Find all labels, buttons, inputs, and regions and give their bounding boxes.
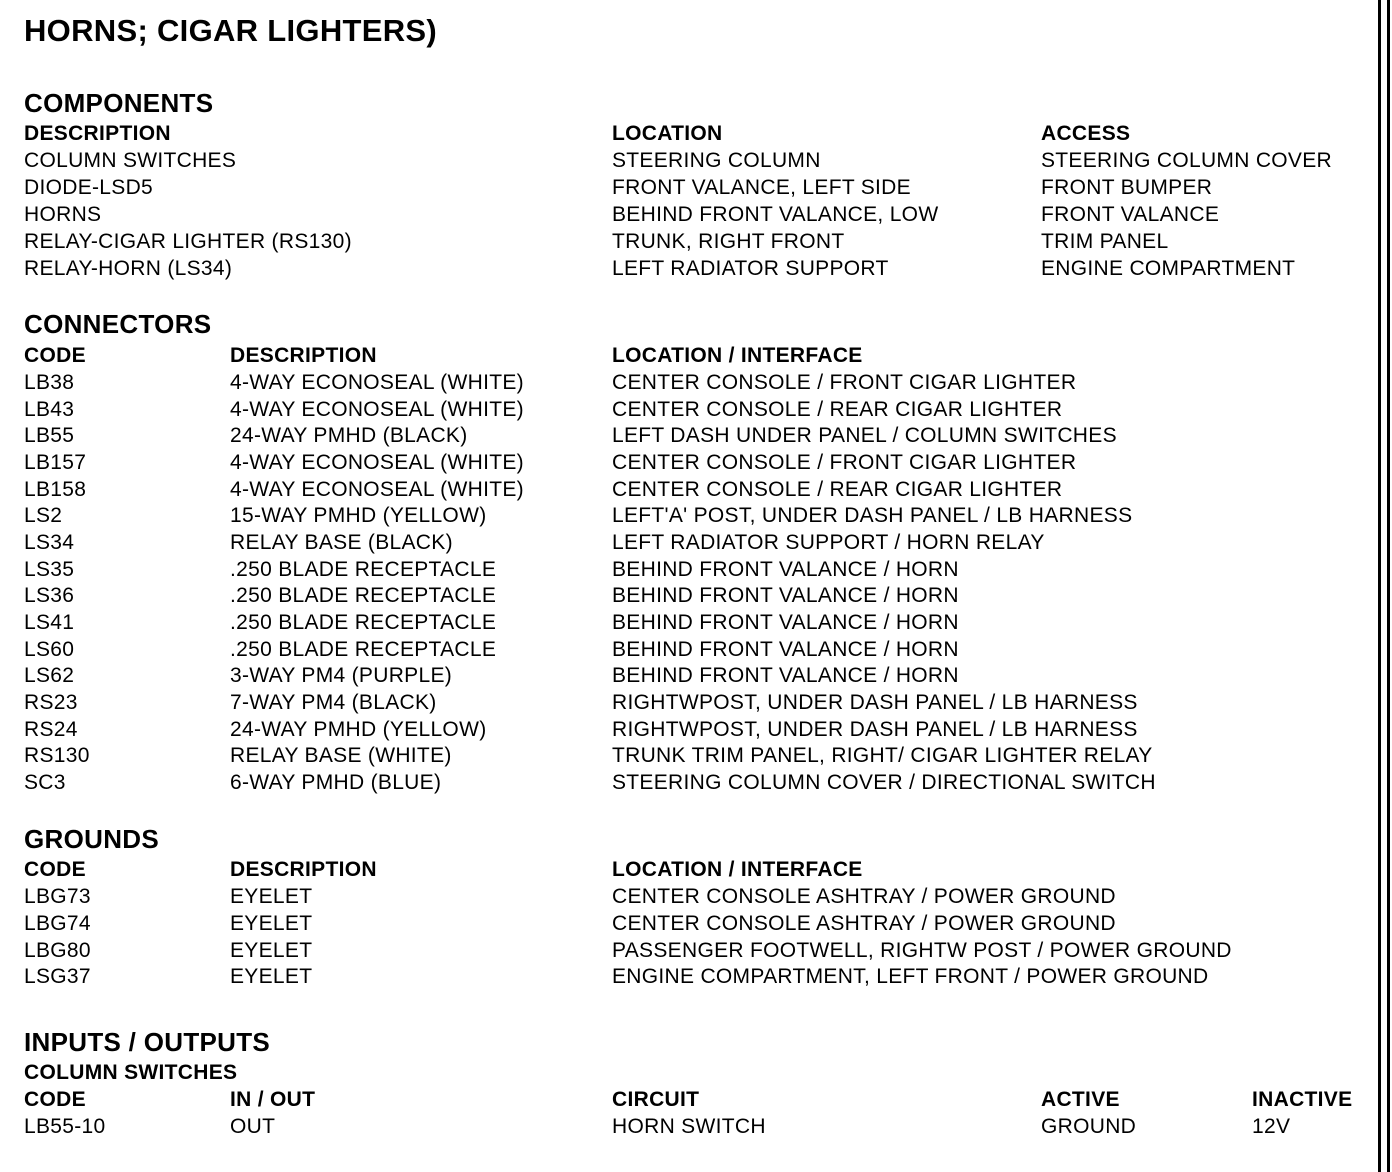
- connector-location: CENTER CONSOLE / REAR CIGAR LIGHTER: [612, 478, 1063, 501]
- ground-location: ENGINE COMPARTMENT, LEFT FRONT / POWER GROUND: [612, 965, 1209, 988]
- io-circuit: HORN SWITCH: [612, 1115, 766, 1138]
- connector-location: LEFT RADIATOR SUPPORT / HORN RELAY: [612, 531, 1045, 554]
- io-header-code: CODE: [24, 1088, 86, 1111]
- connectors-header-description: DESCRIPTION: [230, 344, 377, 367]
- connector-description: RELAY BASE (BLACK): [230, 531, 453, 554]
- ground-code: LBG74: [24, 912, 91, 935]
- ground-description: EYELET: [230, 912, 313, 935]
- page-title: HORNS; CIGAR LIGHTERS): [24, 13, 438, 48]
- io-heading: INPUTS / OUTPUTS: [24, 1027, 271, 1057]
- ground-code: LBG80: [24, 939, 91, 962]
- components-row-access: TRIM PANEL: [1041, 230, 1169, 253]
- io-header-circuit: CIRCUIT: [612, 1088, 700, 1111]
- connector-description: .250 BLADE RECEPTACLE: [230, 584, 497, 607]
- connector-code: LS2: [24, 504, 63, 527]
- connector-location: TRUNK TRIM PANEL, RIGHT/ CIGAR LIGHTER RELAY: [612, 744, 1153, 767]
- io-active: GROUND: [1041, 1115, 1137, 1138]
- connector-code: RS23: [24, 691, 78, 714]
- components-header-location: LOCATION: [612, 122, 723, 145]
- components-row-access: FRONT VALANCE: [1041, 203, 1220, 226]
- io-in-out: OUT: [230, 1115, 276, 1138]
- io-code: LB55-10: [24, 1115, 106, 1138]
- connector-code: LB55: [24, 424, 75, 447]
- grounds-heading: GROUNDS: [24, 824, 159, 854]
- connector-description: 6-WAY PMHD (BLUE): [230, 771, 442, 794]
- connector-description: 7-WAY PM4 (BLACK): [230, 691, 437, 714]
- ground-code: LSG37: [24, 965, 91, 988]
- ground-location: CENTER CONSOLE ASHTRAY / POWER GROUND: [612, 912, 1116, 935]
- connector-description: .250 BLADE RECEPTACLE: [230, 638, 497, 661]
- connectors-header-code: CODE: [24, 344, 86, 367]
- connector-description: .250 BLADE RECEPTACLE: [230, 558, 497, 581]
- connector-code: LB38: [24, 371, 75, 394]
- connector-description: 15-WAY PMHD (YELLOW): [230, 504, 487, 527]
- right-border-rule-inner: [1378, 0, 1381, 1172]
- components-heading: COMPONENTS: [24, 88, 214, 118]
- connector-location: LEFT DASH UNDER PANEL / COLUMN SWITCHES: [612, 424, 1117, 447]
- connector-location: CENTER CONSOLE / REAR CIGAR LIGHTER: [612, 398, 1063, 421]
- ground-description: EYELET: [230, 885, 313, 908]
- connector-code: LB157: [24, 451, 87, 474]
- connector-code: LB158: [24, 478, 87, 501]
- connector-description: 4-WAY ECONOSEAL (WHITE): [230, 478, 524, 501]
- components-row-description: RELAY-CIGAR LIGHTER (RS130): [24, 230, 352, 253]
- connector-location: BEHIND FRONT VALANCE / HORN: [612, 558, 959, 581]
- grounds-header-code: CODE: [24, 858, 86, 881]
- connector-location: BEHIND FRONT VALANCE / HORN: [612, 611, 959, 634]
- connector-location: CENTER CONSOLE / FRONT CIGAR LIGHTER: [612, 451, 1077, 474]
- connector-location: BEHIND FRONT VALANCE / HORN: [612, 664, 959, 687]
- components-row-location: STEERING COLUMN: [612, 149, 821, 172]
- connector-description: 4-WAY ECONOSEAL (WHITE): [230, 371, 524, 394]
- io-header-inactive: INACTIVE: [1252, 1088, 1353, 1111]
- connector-code: RS24: [24, 718, 78, 741]
- connector-description: 3-WAY PM4 (PURPLE): [230, 664, 453, 687]
- components-row-location: FRONT VALANCE, LEFT SIDE: [612, 176, 911, 199]
- connector-description: .250 BLADE RECEPTACLE: [230, 611, 497, 634]
- connector-location: RIGHTWPOST, UNDER DASH PANEL / LB HARNESS: [612, 691, 1138, 714]
- connector-code: LS62: [24, 664, 75, 687]
- components-row-access: ENGINE COMPARTMENT: [1041, 257, 1296, 280]
- connector-code: LS34: [24, 531, 75, 554]
- connector-location: BEHIND FRONT VALANCE / HORN: [612, 584, 959, 607]
- io-header-in-out: IN / OUT: [230, 1088, 316, 1111]
- components-header-description: DESCRIPTION: [24, 122, 171, 145]
- connector-code: RS130: [24, 744, 90, 767]
- components-row-location: LEFT RADIATOR SUPPORT: [612, 257, 889, 280]
- connector-code: SC3: [24, 771, 66, 794]
- connector-description: 24-WAY PMHD (YELLOW): [230, 718, 487, 741]
- connector-location: STEERING COLUMN COVER / DIRECTIONAL SWITCH: [612, 771, 1156, 794]
- right-border-rule-outer: [1387, 0, 1390, 1172]
- connector-description: 4-WAY ECONOSEAL (WHITE): [230, 451, 524, 474]
- ground-location: CENTER CONSOLE ASHTRAY / POWER GROUND: [612, 885, 1116, 908]
- connector-location: RIGHTWPOST, UNDER DASH PANEL / LB HARNESS: [612, 718, 1138, 741]
- ground-description: EYELET: [230, 939, 313, 962]
- connector-description: RELAY BASE (WHITE): [230, 744, 452, 767]
- ground-location: PASSENGER FOOTWELL, RIGHTW POST / POWER GROUND: [612, 939, 1232, 962]
- io-subheading: COLUMN SWITCHES: [24, 1061, 238, 1084]
- connectors-heading: CONNECTORS: [24, 309, 212, 339]
- connector-code: LS35: [24, 558, 75, 581]
- connector-code: LS36: [24, 584, 75, 607]
- components-row-description: RELAY-HORN (LS34): [24, 257, 233, 280]
- connector-code: LS41: [24, 611, 75, 634]
- connector-description: 24-WAY PMHD (BLACK): [230, 424, 468, 447]
- components-row-access: STEERING COLUMN COVER: [1041, 149, 1332, 172]
- grounds-header-location: LOCATION / INTERFACE: [612, 858, 863, 881]
- components-header-access: ACCESS: [1041, 122, 1131, 145]
- components-row-location: TRUNK, RIGHT FRONT: [612, 230, 845, 253]
- io-header-active: ACTIVE: [1041, 1088, 1120, 1111]
- io-inactive: 12V: [1252, 1115, 1291, 1138]
- components-row-access: FRONT BUMPER: [1041, 176, 1213, 199]
- ground-code: LBG73: [24, 885, 91, 908]
- connector-location: BEHIND FRONT VALANCE / HORN: [612, 638, 959, 661]
- connector-code: LB43: [24, 398, 75, 421]
- grounds-header-description: DESCRIPTION: [230, 858, 377, 881]
- components-row-description: HORNS: [24, 203, 102, 226]
- components-row-location: BEHIND FRONT VALANCE, LOW: [612, 203, 939, 226]
- ground-description: EYELET: [230, 965, 313, 988]
- components-row-description: COLUMN SWITCHES: [24, 149, 237, 172]
- connector-code: LS60: [24, 638, 75, 661]
- components-row-description: DIODE-LSD5: [24, 176, 154, 199]
- connector-location: LEFT'A' POST, UNDER DASH PANEL / LB HARNESS: [612, 504, 1133, 527]
- connector-description: 4-WAY ECONOSEAL (WHITE): [230, 398, 524, 421]
- connector-location: CENTER CONSOLE / FRONT CIGAR LIGHTER: [612, 371, 1077, 394]
- connectors-header-location: LOCATION / INTERFACE: [612, 344, 863, 367]
